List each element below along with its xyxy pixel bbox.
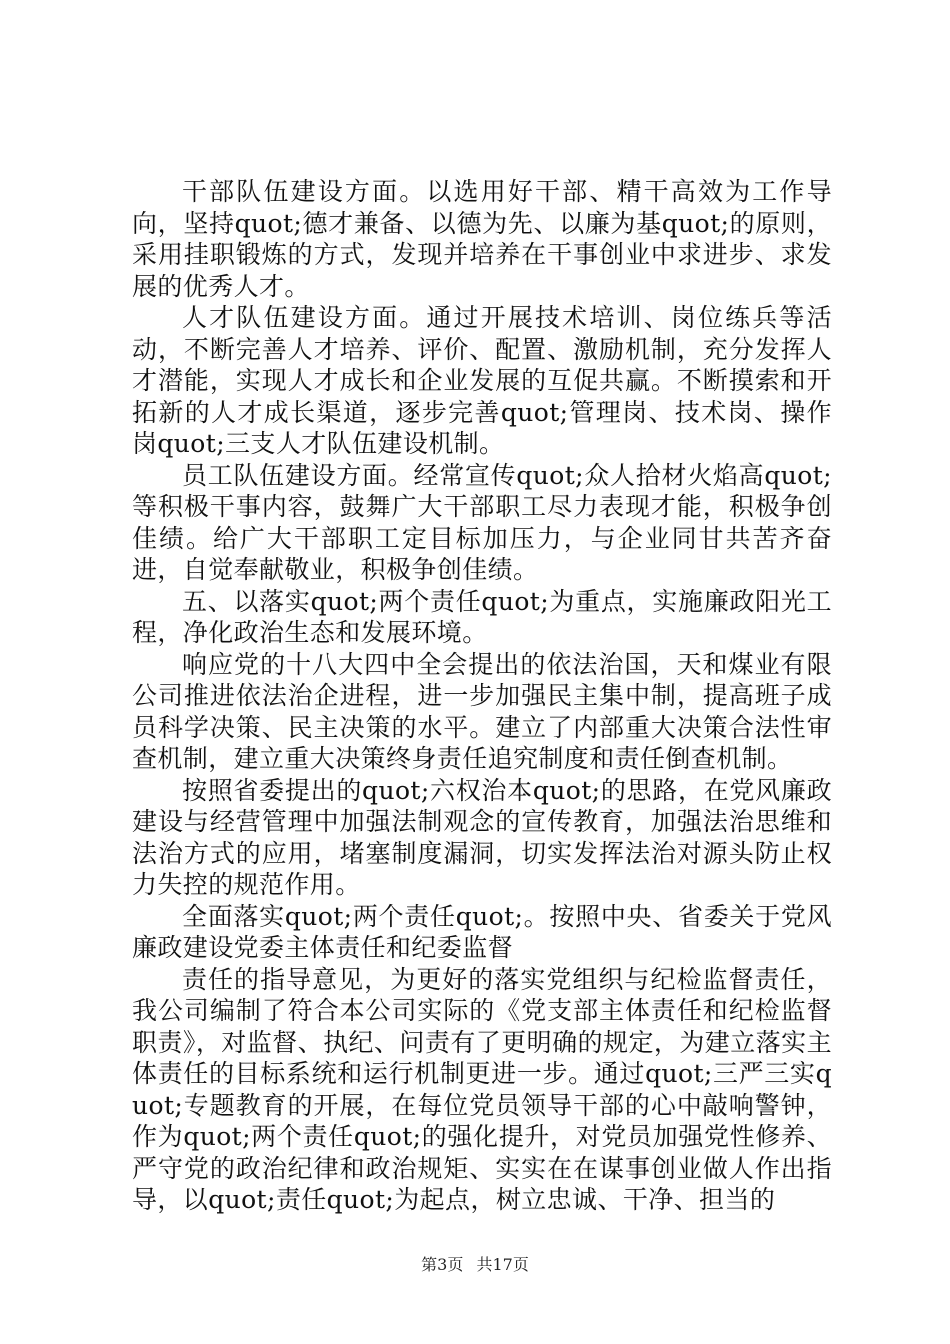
- paragraph-responsibility-guidance: 责任的指导意见，为更好的落实党组织与纪检监督责任，我公司编制了符合本公司实际的《党支部主体责任和纪检监督职责》，对监督、执纪、问责有了更明确的规定，为建立落实主体责任的目标系统和运行机制更进一步。通过quot;三严三实quot;专题教育的开展，在每位党员领导干部的心中敲响警钟，作为quot;两个责任quot;的强化提升，对党员加强党性修养、严守党的政治纪律和政治规矩、实实在在谋事创业做人作出指导，以quot;责任quot;为起点，树立忠诚、干净、担当的: [132, 964, 832, 1214]
- page-total: 共17页: [476, 1255, 529, 1274]
- paragraph-rule-of-law: 响应党的十八大四中全会提出的依法治国，天和煤业有限公司推进依法治企进程，进一步加强民主集中制，提高班子成员科学决策、民主决策的水平。建立了内部重大决策合法性审查机制，建立重大决策终身责任追究制度和责任倒查机制。: [132, 649, 832, 773]
- paragraph-cadre-team: 干部队伍建设方面。以选用好干部、精干高效为工作导向，坚持quot;德才兼备、以德为先、以廉为基quot;的原则，采用挂职锻炼的方式，发现并培养在干事创业中求进步、求发展的优秀人才。: [132, 177, 832, 301]
- paragraph-section-five-heading: 五、以落实quot;两个责任quot;为重点，实施廉政阳光工程，净化政治生态和发展环境。: [132, 586, 832, 647]
- paragraph-two-responsibilities: 全面落实quot;两个责任quot;。按照中央、省委关于党风廉政建设党委主体责任和纪委监督: [132, 901, 832, 962]
- page-number: 第3页: [421, 1255, 464, 1274]
- paragraph-talent-team: 人才队伍建设方面。通过开展技术培训、岗位练兵等活动，不断完善人才培养、评价、配置、激励机制，充分发挥人才潜能，实现人才成长和企业发展的互促共赢。不断摸索和开拓新的人才成长渠道，逐步完善quot;管理岗、技术岗、操作岗quot;三支人才队伍建设机制。: [132, 303, 832, 458]
- document-body: [132, 176, 832, 1216]
- paragraph-staff-team: 员工队伍建设方面。经常宣传quot;众人拾材火焰高quot;等积极干事内容，鼓舞广大干部职工尽力表现才能，积极争创佳绩。给广大干部职工定目标加压力，与企业同甘共苦齐奋进，自觉奉献敬业，积极争创佳绩。: [132, 460, 832, 584]
- paragraph-six-powers: 按照省委提出的quot;六权治本quot;的思路，在党风廉政建设与经营管理中加强法制观念的宣传教育，加强法治思维和法治方式的应用，堵塞制度漏洞，切实发挥法治对源头防止权力失控的规范作用。: [132, 775, 832, 899]
- page-footer: [0, 1252, 950, 1275]
